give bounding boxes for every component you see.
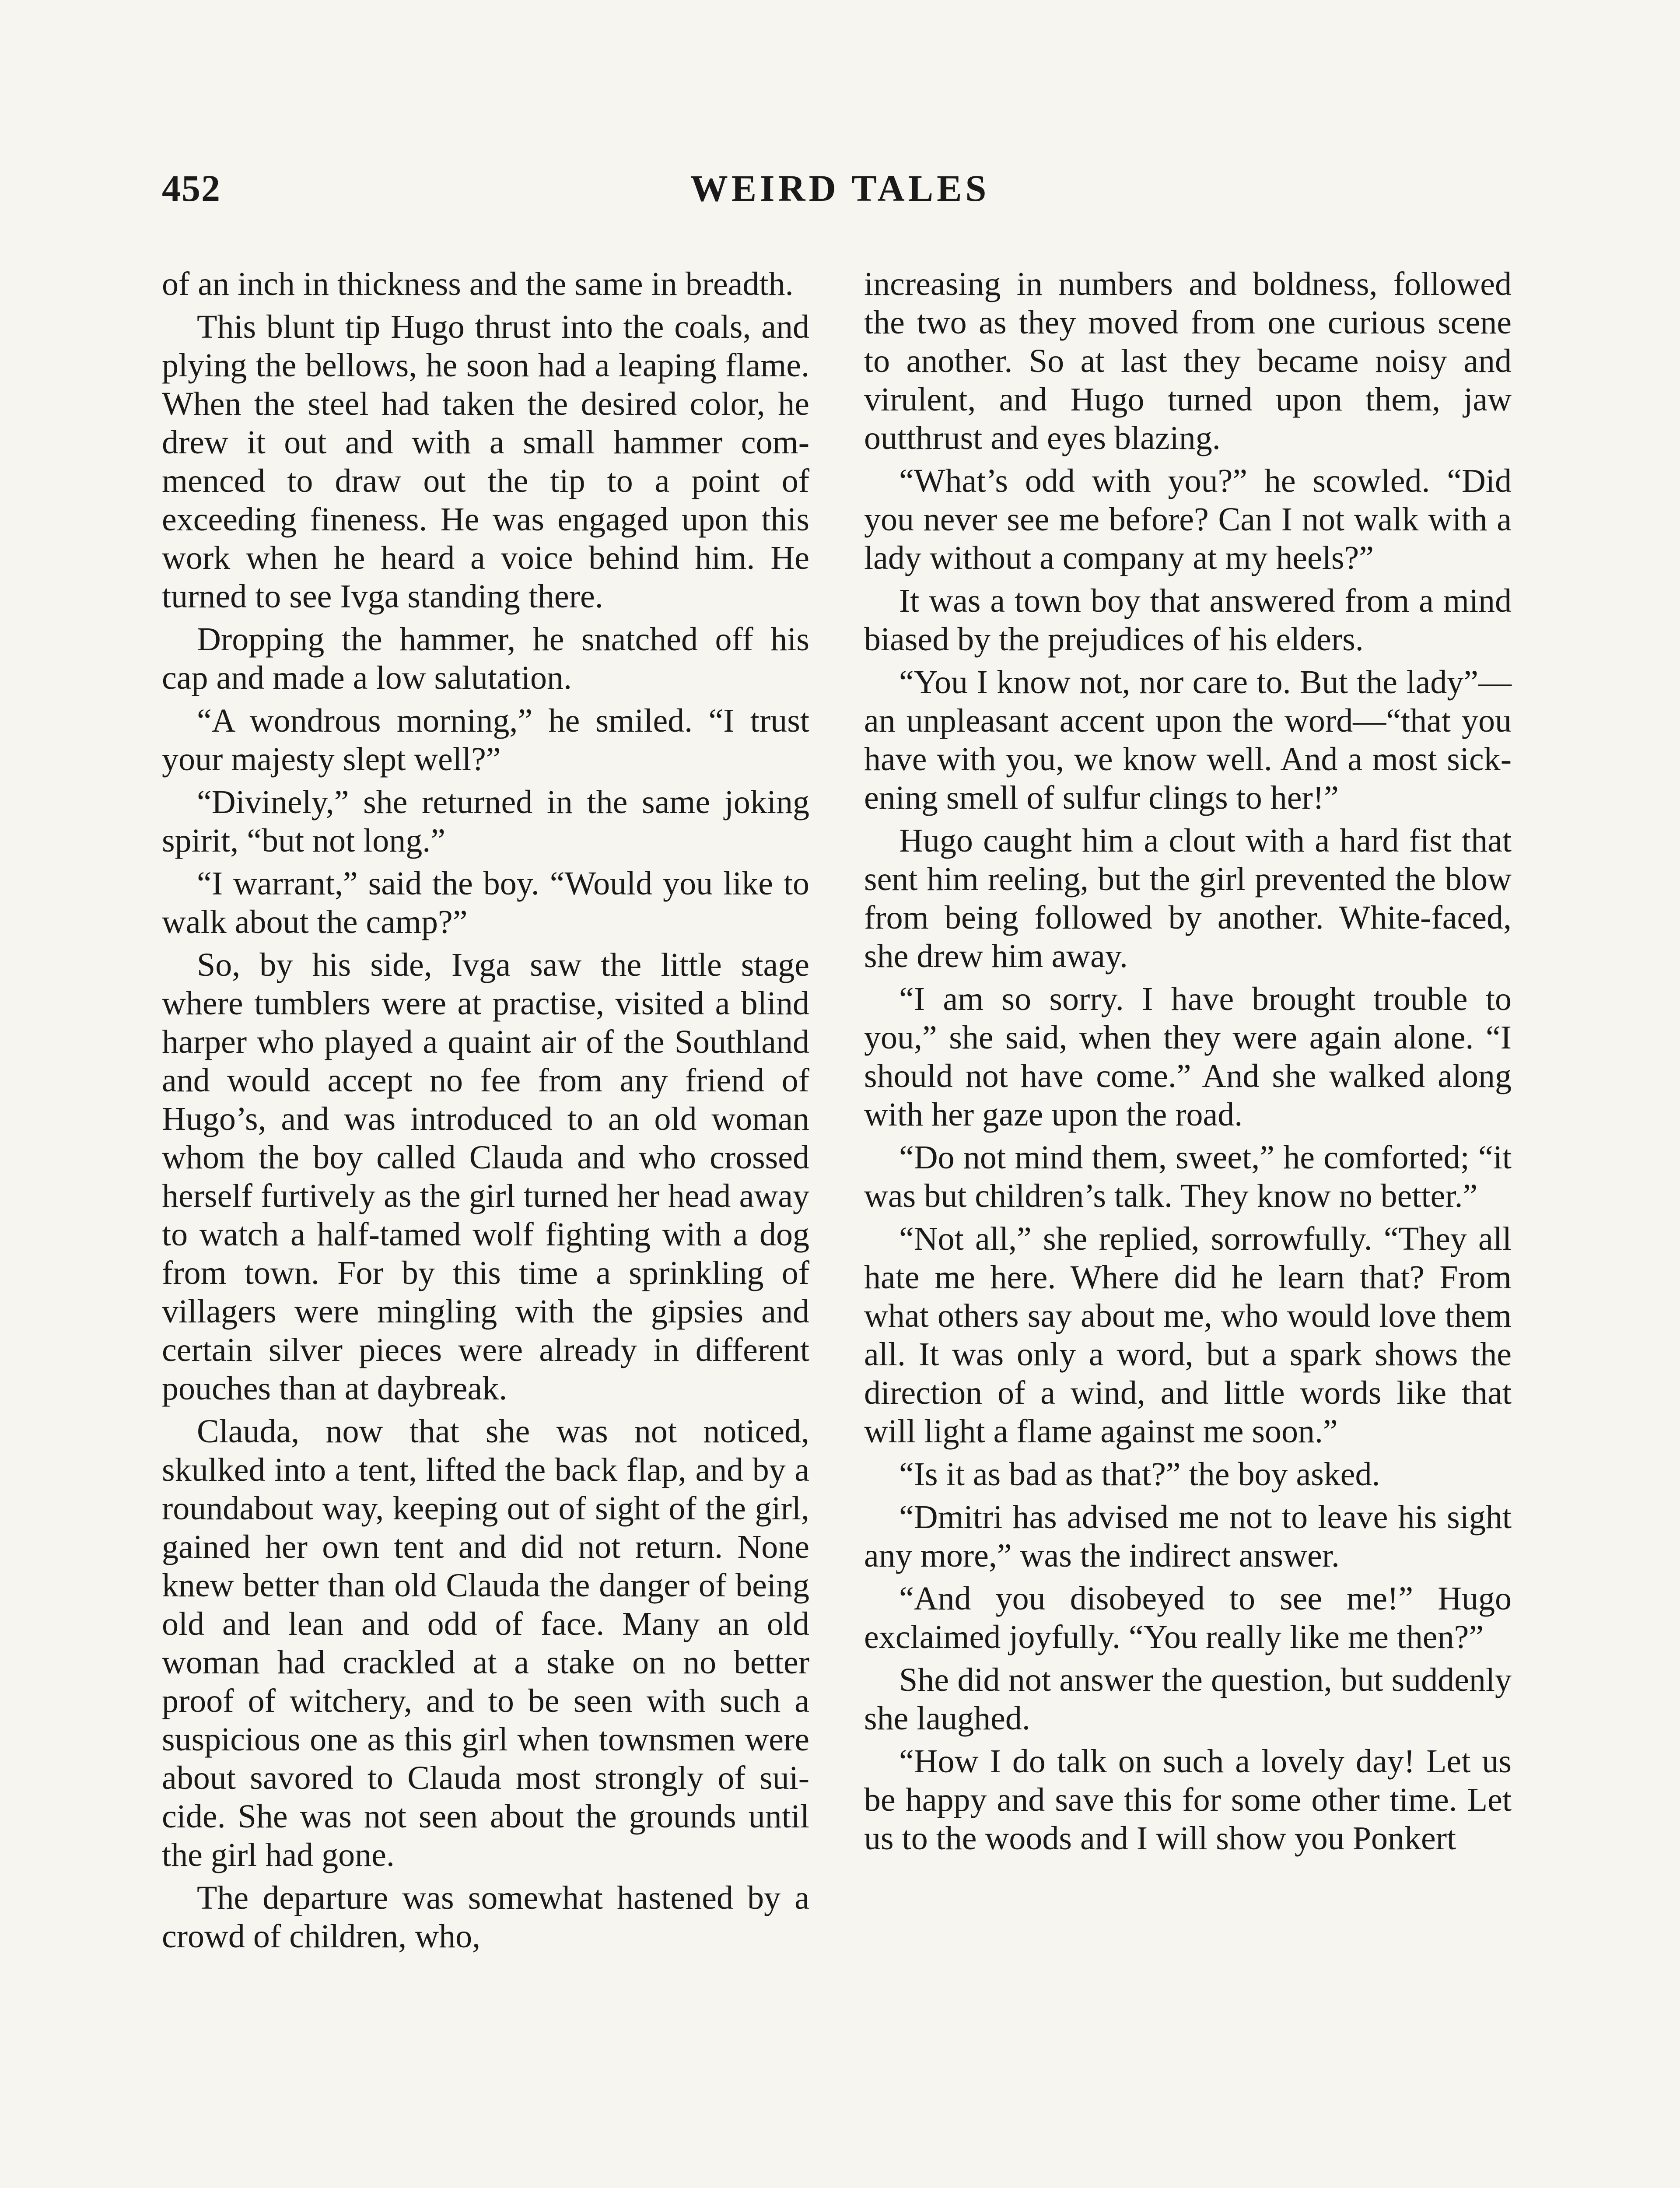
paragraph: “Is it as bad as that?” the boy asked. <box>899 1456 1380 1493</box>
paragraph: Hugo caught him a clout with a hard fist that sent him reeling, but the girl prevented the blow from being followed by another. White-faced, she drew him away. <box>864 822 1512 975</box>
paragraph: “Not all,” she replied, sorrowfully. “They all hate me here. Where did he learn that? From what others say about me, who would love them all. It was only a word, but a spark shows the direction of a wind, and little words like that will light a flame against me soon.” <box>864 1220 1512 1450</box>
paragraph: of an inch in thickness and the same in breadth. <box>162 266 794 302</box>
paragraph: So, by his side, Ivga saw the little stage where tumblers were at practise, visited a blind harper who played a quaint air of the Southland and would accept no fee from any friend of Hugo’s, and was introduced to an old woman whom the boy called Clauda and who crossed herself furtively as the girl turned her head away to watch a half-tamed wolf fighting with a dog from town. For by this time a sprinkling of villagers were mingling with the gipsies and certain silver pieces were already in different pouches than at daybreak. <box>162 947 809 1407</box>
paragraph: “Dmitri has advised me not to leave his sight any more,” was the indirect answer. <box>864 1499 1512 1574</box>
paragraph: “Do not mind them, sweet,” he comforted; “it was but children’s talk. They know no better.” <box>864 1139 1512 1214</box>
paragraph: This blunt tip Hugo thrust into the coals, and plying the bellows, he soon had a leaping flame. When the steel had taken the desired color, he drew it out and with a small hammer commenced to draw out the tip to a point of exceeding fineness. He was engaged upon this work when he heard a voice behind him. He turned to see Ivga standing there. <box>162 309 809 615</box>
page-header <box>162 166 1518 214</box>
paragraph: “How I do talk on such a lovely day! Let us be happy and save this for some other time. Let us to the woods and I will show you Ponkert <box>864 1743 1512 1857</box>
paragraph: “What’s odd with you?” he scowled. “Did you never see me before? Can I not walk with a lady without a company at my heels?” <box>864 463 1512 576</box>
paragraph: “I warrant,” said the boy. “Would you like to walk about the camp?” <box>162 865 809 940</box>
page-number: 452 <box>162 167 221 209</box>
paragraph: The departure was somewhat hastened by a crowd of children, who, <box>162 1879 809 1955</box>
paragraph: increasing in numbers and boldness, followed the two as they moved from one curious scene to another. So at last they became noisy and virulent, and Hugo turned upon them, jaw outthrust and eyes blazing. <box>864 266 1512 456</box>
paragraph: “Divinely,” she returned in the same joking spirit, “but not long.” <box>162 784 809 859</box>
left-column <box>162 265 809 1960</box>
paragraph: “I am so sorry. I have brought trouble to you,” she said, when they were again alone. “I should not have come.” And she walked along with her gaze upon the road. <box>864 981 1512 1133</box>
paragraph: “And you disobeyed to see me!” Hugo exclaimed joyfully. “You really like me then?” <box>864 1580 1512 1655</box>
paragraph: “A wondrous morning,” he smiled. “I trust your majesty slept well?” <box>162 702 809 778</box>
paragraph: Clauda, now that she was not noticed, skulked into a tent, lifted the back flap, and by a roundabout way, keeping out of sight of the girl, gained her own tent and did not return. None knew better than old Clauda the danger of being old and lean and odd of face. Many an old woman had crackled at a stake on no better proof of witchery, and to be seen with such a suspicious one as this girl when townsmen were about savored to Clauda most strongly of suicide. She was not seen about the grounds until the girl had gone. <box>162 1413 809 1873</box>
paragraph: She did not answer the question, but suddenly she laughed. <box>864 1662 1512 1737</box>
running-title: WEIRD TALES <box>690 167 990 209</box>
paragraph: “You I know not, nor care to. But the lady”—an unpleasant accent upon the word—“that you have with you, we know well. And a most sickening smell of sulfur clings to her!” <box>864 664 1512 816</box>
paragraph: Dropping the hammer, he snatched off his cap and made a low salutation. <box>162 621 809 696</box>
right-column <box>864 265 1512 1862</box>
paragraph: It was a town boy that answered from a mind biased by the prejudices of his elders. <box>864 582 1512 658</box>
